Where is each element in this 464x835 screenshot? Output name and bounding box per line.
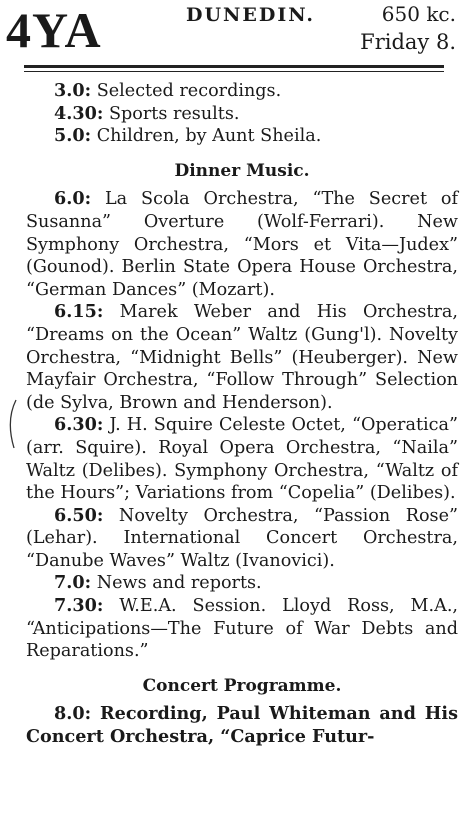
item-time: 6.15: xyxy=(54,301,104,323)
listing-item xyxy=(26,703,458,748)
item-text: J. H. Squire Celeste Octet, “Operatica” (arr. Squire). Royal Opera Orchestra, “Naila” Waltz (Delibes). Symphony Orchestra, “Waltz of the Hours”; Variations from “Copelia” (Delibes). xyxy=(26,415,458,504)
listing-item xyxy=(26,505,458,573)
item-time: 6.50: xyxy=(54,504,104,526)
station-frequency: 650 kc. xyxy=(381,2,456,26)
item-text: La Scola Orchestra, “The Secret of Susanna” Overture (Wolf-Ferrari). New Symphony Orchestra, “Mors et Vita—Judex” (Gounod). Berlin State Opera House Orchestra, “German Dances” (Mozart). xyxy=(26,189,459,300)
item-text: Recording, Paul Whiteman and His Concert Orchestra, “Caprice Futur- xyxy=(26,703,458,748)
section-heading-concert: Concert Programme. xyxy=(142,675,342,696)
margin-mark xyxy=(6,398,18,450)
item-text: Novelty Orchestra, “Passion Rose” (Lehar). International Concert Orchestra, “Danube Waves” Waltz (Ivanovici). xyxy=(26,505,458,571)
listing-item xyxy=(26,414,458,504)
listing-item xyxy=(26,125,458,148)
programme-listing xyxy=(26,80,458,749)
item-time: 6.0: xyxy=(54,188,92,210)
broadcast-day: Friday 8. xyxy=(360,30,456,54)
station-callsign: 4YA xyxy=(6,2,102,58)
item-time: 7.30: xyxy=(54,595,104,617)
item-time: 6.30: xyxy=(54,414,104,436)
listing-item xyxy=(26,188,458,301)
masthead-rule-thin xyxy=(24,71,444,72)
item-time: 8.0: xyxy=(54,703,92,725)
item-text: Selected recordings. xyxy=(96,81,282,101)
station-city: DUNEDIN. xyxy=(186,4,316,26)
listing-item xyxy=(26,572,458,595)
listing-item xyxy=(26,595,458,663)
item-text: Children, by Aunt Sheila. xyxy=(96,126,322,147)
station-masthead xyxy=(0,0,464,80)
item-time: 7.0: xyxy=(54,572,92,594)
item-text: Marek Weber and His Orchestra, “Dreams on the Ocean” Waltz (Gung'l). Novelty Orchestra, “Midnight Bells” (Heuberger). New Mayfair Orchestra, “Follow Through” Selection (de Sylva, Brown and Henderson). xyxy=(26,302,458,413)
item-text: W.E.A. Session. Lloyd Ross, M.A., “Anticipations—The Future of War Debts and Reparations.” xyxy=(26,596,459,662)
item-text: Sports results. xyxy=(108,103,240,124)
section-heading-dinner: Dinner Music. xyxy=(174,160,310,181)
item-time: 5.0: xyxy=(54,125,92,147)
listing-item xyxy=(26,80,458,103)
listing-item xyxy=(26,301,458,414)
listing-item xyxy=(26,103,458,126)
item-time: 3.0: xyxy=(54,80,92,101)
masthead-rule-thick xyxy=(24,65,444,68)
item-text: News and reports. xyxy=(96,573,262,594)
item-time: 4.30: xyxy=(54,102,104,124)
